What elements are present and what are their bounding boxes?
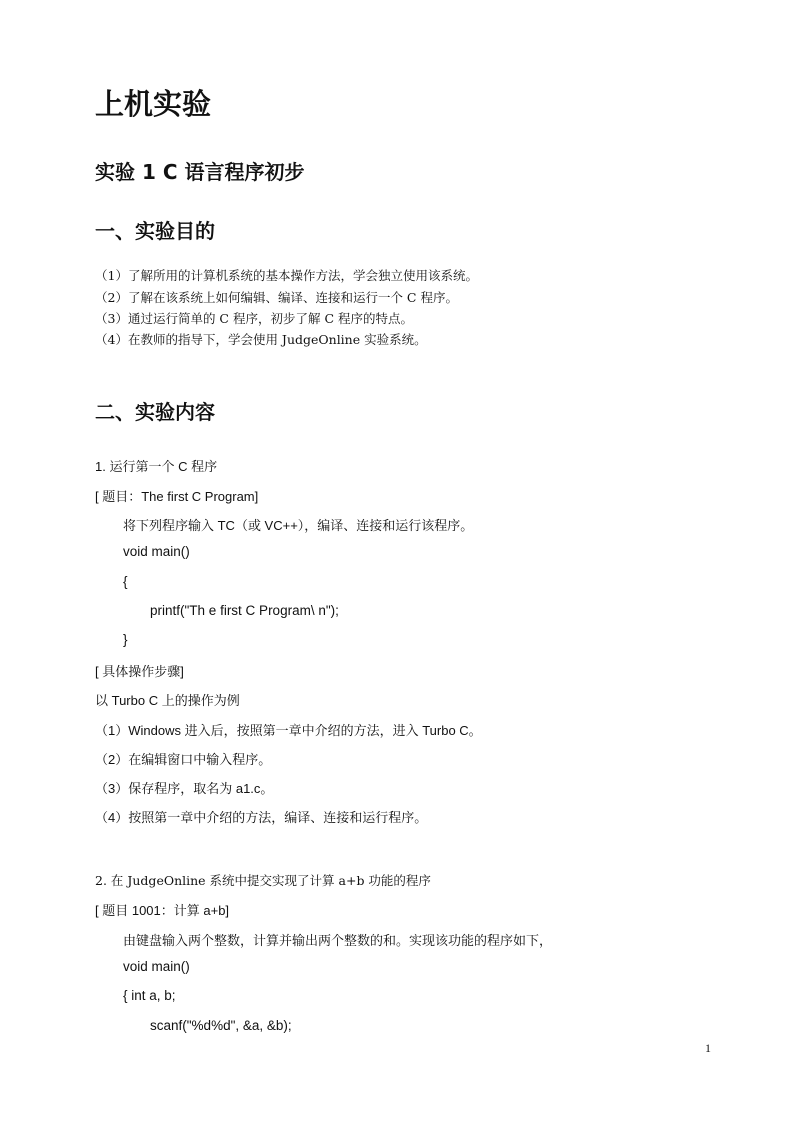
objective-item: （2）了解在该系统上如何编辑、编译、连接和运行一个 C 程序。 [95,290,458,305]
task1-heading: 1. 运行第一个 C 程序 [95,459,218,474]
step-item: （1）Windows 进入后，按照第一章中介绍的方法，进入 Turbo C。 [95,723,482,738]
code-line: } [123,632,128,647]
objective-item: （1）了解所用的计算机系统的基本操作方法，学会独立使用该系统。 [95,268,478,283]
code-line: { [123,574,128,589]
page-title: 上机实验 [95,87,212,121]
section2-heading: 二、实验内容 [95,400,215,424]
step-item: （3）保存程序，取名为 a1.c。 [95,781,274,796]
task1-problem: [ 题目：The first C Program] [95,489,259,504]
task2-instruction: 由键盘输入两个整数，计算并输出两个整数的和。实现该功能的程序如下， [123,933,553,948]
steps-heading: [ 具体操作步骤] [95,664,184,679]
step-item: （4）按照第一章中介绍的方法，编译、连接和运行程序。 [95,810,428,825]
objective-item: （4）在教师的指导下，学会使用 JudgeOnline 实验系统。 [95,332,427,347]
code-line: printf("Th e first C Program\ n"); [150,603,339,618]
code-line: void main() [123,544,190,559]
section1-heading: 一、实验目的 [95,219,215,243]
task1-instruction: 将下列程序输入 TC（或 VC++），编译、连接和运行该程序。 [123,518,474,533]
example-line: 以 Turbo C 上的操作为例 [95,693,240,708]
task2-problem: [ 题目 1001：计算 a+b] [95,903,230,918]
code-line: scanf("%d%d", &a, &b); [150,1018,292,1033]
experiment-title: 实验 1 C 语言程序初步 [95,160,305,184]
task2-heading: 2. 在 JudgeOnline 系统中提交实现了计算 a+b 功能的程序 [95,873,431,888]
step-item: （2）在编辑窗口中输入程序。 [95,752,272,767]
page-number: 1 [705,1041,711,1055]
code-line: void main() [123,959,190,974]
objective-item: （3）通过运行简单的 C 程序，初步了解 C 程序的特点。 [95,311,413,326]
code-line: { int a, b; [123,988,176,1003]
